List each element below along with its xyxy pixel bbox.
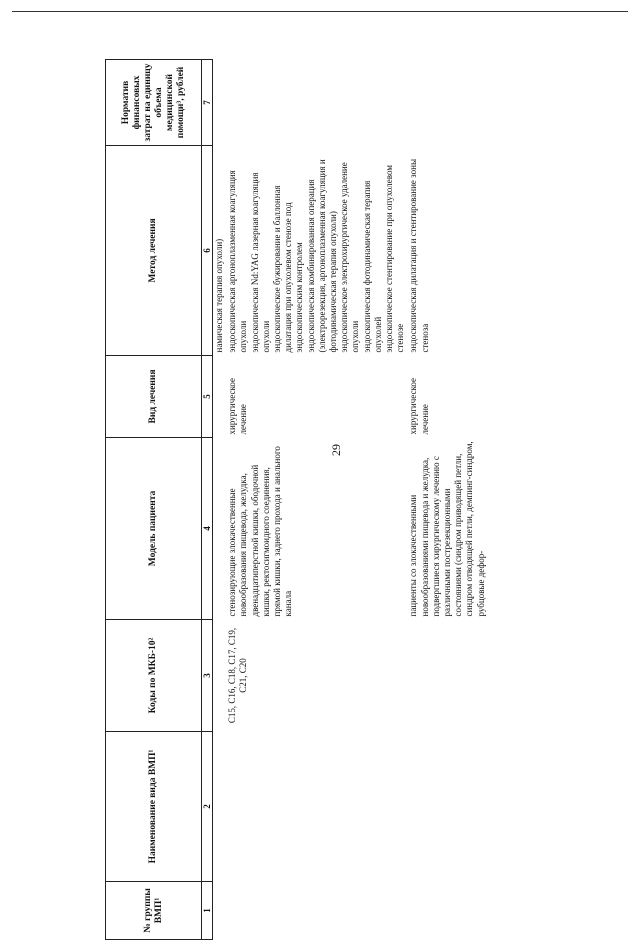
- method-item: эндоскопическое электрохирургическое удаление опухоли: [339, 162, 361, 353]
- method-item: эндоскопическое бужирование и баллонная дилатация при опухолевом стенозе под эндоскопическим контролем: [272, 185, 305, 353]
- method-item: эндоскопическая аргоноплазменная коагуляция опухоли: [227, 170, 249, 353]
- table-row: [407, 60, 487, 940]
- column-number: 7: [202, 60, 213, 146]
- cost-cell: [407, 60, 487, 146]
- column-number: 3: [202, 620, 213, 732]
- header-vmp-name: Наименование вида ВМП¹: [106, 732, 202, 882]
- cost-cell: [226, 60, 407, 146]
- header-patient-model: Модель пациента: [106, 438, 202, 620]
- vmp-name-cell: [226, 732, 407, 882]
- group-cell: [226, 882, 407, 940]
- vmp-name-cell: [407, 732, 487, 882]
- header-treatment-method: Метод лечения: [106, 146, 202, 356]
- icd-codes-cell: C15, C16, C18, C17, C19, C21, C20: [227, 627, 249, 724]
- method-item: эндоскопическая Nd:YAG лазерная коагуляция опухоли: [249, 172, 271, 353]
- page-number: 29: [329, 444, 343, 456]
- treatment-method-cell: [226, 146, 407, 356]
- table-row: [226, 60, 407, 940]
- icd-codes-cell: [407, 620, 487, 732]
- group-cell: [407, 882, 487, 940]
- top-rule: [12, 11, 628, 12]
- column-number: 5: [202, 356, 213, 438]
- vmp-table: [105, 59, 488, 940]
- vmp-name-cell: [213, 732, 227, 882]
- icd-codes-cell: [213, 620, 227, 732]
- patient-model-cell: пациенты со злокачественными новообразованиями пищевода и желудка, подвергшиеся хирургическому лечению с различными пострезекционными состояниями (синдром приводящей петли, синдром отводящей петли, демпинг-синдром, рубцовые дефор-: [408, 441, 486, 617]
- header-icd-codes: Коды по МКБ-10²: [106, 620, 202, 732]
- header-group-number: № группы ВМП¹: [106, 882, 202, 940]
- column-number: 4: [202, 438, 213, 620]
- header-cost-standard: Норматив финансовых затрат на единицу объема медицинской помощи³, рублей: [106, 60, 202, 146]
- treatment-method-cell: [213, 146, 227, 356]
- column-number: 6: [202, 146, 213, 356]
- treatment-type-cell: хирургическое лечение: [408, 378, 430, 435]
- header-treatment-type: Вид лечения: [106, 356, 202, 438]
- method-item: эндоскопическая дилатация и стентирование зоны стеноза: [408, 158, 430, 353]
- column-number-row: [202, 60, 213, 940]
- method-item: эндоскопическая комбинированная операция (электрорезекция, аргоноплазменная коагуляция и фотодинамическая терапия опухоли): [305, 159, 339, 353]
- method-item: эндоскопическое стентирование при опухолевом стенозе: [384, 165, 406, 353]
- method-item: намическая терапия опухоли): [214, 238, 224, 353]
- column-number: 2: [202, 732, 213, 882]
- rotated-table-container: [105, 60, 640, 940]
- column-number: 1: [202, 882, 213, 940]
- group-cell: [213, 882, 227, 940]
- method-item: эндоскопическая фотодинамическая терапия опухолей: [361, 180, 383, 353]
- treatment-type-cell: [213, 356, 227, 438]
- patient-model-cell: стенозирующие злокачественные новообразования пищевода, желудка, двенадцатиперстной кишки, ободочной кишки, ректосигмоидного соединения, прямой кишки, заднего прохода и анального канала: [227, 446, 294, 617]
- cost-cell: [213, 60, 227, 146]
- patient-model-cell: [213, 438, 227, 620]
- treatment-type-cell: хирургическое лечение: [227, 378, 249, 435]
- treatment-method-cell: [407, 146, 487, 356]
- table-row: [213, 60, 227, 940]
- header-row: [106, 60, 202, 940]
